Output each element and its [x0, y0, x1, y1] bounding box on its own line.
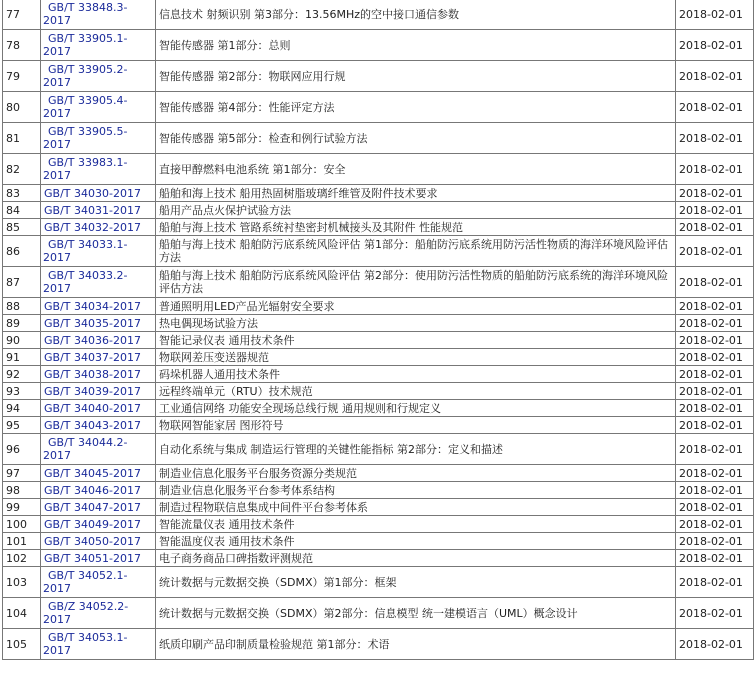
standard-name: 智能传感器 第2部分：物联网应用行规: [156, 61, 676, 92]
row-number: 79: [3, 61, 41, 92]
standards-table-body: [3, 0, 754, 660]
standard-code-line2: 2017: [43, 582, 71, 595]
standard-name: 码垛机器人通用技术条件: [156, 366, 676, 383]
standard-code-cell: [41, 598, 156, 629]
standard-code-cell: [41, 417, 156, 434]
standard-code-line1: GB/T 33983.1-: [48, 156, 128, 169]
effective-date: 2018-02-01: [676, 567, 754, 598]
standard-code-cell: [41, 499, 156, 516]
effective-date: 2018-02-01: [676, 92, 754, 123]
row-number: 96: [3, 434, 41, 465]
row-number: 77: [3, 0, 41, 30]
standard-code-cell: [41, 567, 156, 598]
standard-code-line1: GB/T 33905.4-: [48, 94, 128, 107]
standard-code-cell: [41, 61, 156, 92]
standard-code-link[interactable]: [43, 32, 152, 58]
effective-date: 2018-02-01: [676, 236, 754, 267]
row-number: 97: [3, 465, 41, 482]
standard-name: 船舶与海上技术 船舶防污底系统风险评估 第2部分：使用防污活性物质的船舶防污底系统的海洋环境风险评估方法: [156, 267, 676, 298]
standard-code-link[interactable]: [43, 238, 152, 264]
row-number: 104: [3, 598, 41, 629]
standard-name: 物联网差压变送器规范: [156, 349, 676, 366]
table-row: [3, 202, 754, 219]
standard-name: 智能传感器 第5部分：检查和例行试验方法: [156, 123, 676, 154]
row-number: 100: [3, 516, 41, 533]
row-number: 93: [3, 383, 41, 400]
standard-name: 信息技术 射频识别 第3部分：13.56MHz的空中接口通信参数: [156, 0, 676, 30]
standard-code-link[interactable]: [43, 125, 152, 151]
row-number: 86: [3, 236, 41, 267]
standard-code-link[interactable]: GB/T 34051-2017: [44, 551, 141, 565]
effective-date: 2018-02-01: [676, 434, 754, 465]
standard-code-cell: [41, 154, 156, 185]
table-row: [3, 154, 754, 185]
table-row: [3, 383, 754, 400]
standard-code-link[interactable]: GB/T 34046-2017: [44, 483, 141, 497]
standard-code-line2: 2017: [43, 282, 71, 295]
standard-code-line2: 2017: [43, 613, 71, 626]
standard-code-line2: 2017: [43, 76, 71, 89]
effective-date: 2018-02-01: [676, 267, 754, 298]
standard-code-link[interactable]: GB/T 34043-2017: [44, 418, 141, 432]
standard-code-cell: [41, 0, 156, 30]
row-number: 98: [3, 482, 41, 499]
standard-name: 统计数据与元数据交换（SDMX）第1部分：框架: [156, 567, 676, 598]
standard-code-link[interactable]: [43, 631, 152, 657]
standard-code-cell: [41, 465, 156, 482]
effective-date: 2018-02-01: [676, 219, 754, 236]
standard-code-link[interactable]: GB/T 34034-2017: [44, 299, 141, 313]
standard-code-cell: [41, 298, 156, 315]
effective-date: 2018-02-01: [676, 383, 754, 400]
standard-name: 智能温度仪表 通用技术条件: [156, 533, 676, 550]
table-row: [3, 332, 754, 349]
standard-code-link[interactable]: [43, 600, 152, 626]
standard-code-line1: GB/T 33905.2-: [48, 63, 128, 76]
standard-name: 热电偶现场试验方法: [156, 315, 676, 332]
standard-name: 智能记录仪表 通用技术条件: [156, 332, 676, 349]
row-number: 91: [3, 349, 41, 366]
standard-code-line2: 2017: [43, 644, 71, 657]
standard-code-cell: [41, 482, 156, 499]
effective-date: 2018-02-01: [676, 482, 754, 499]
effective-date: 2018-02-01: [676, 533, 754, 550]
effective-date: 2018-02-01: [676, 349, 754, 366]
table-row: [3, 400, 754, 417]
row-number: 105: [3, 629, 41, 660]
standard-name: 船舶与海上技术 船舶防污底系统风险评估 第1部分：船舶防污底系统用防污活性物质的海洋环境风险评估方法: [156, 236, 676, 267]
standard-code-cell: [41, 533, 156, 550]
effective-date: 2018-02-01: [676, 598, 754, 629]
standard-code-link[interactable]: GB/T 34050-2017: [44, 534, 141, 548]
standard-code-link[interactable]: GB/T 34035-2017: [44, 316, 141, 330]
standard-code-line2: 2017: [43, 251, 71, 264]
effective-date: 2018-02-01: [676, 516, 754, 533]
effective-date: 2018-02-01: [676, 332, 754, 349]
table-row: [3, 482, 754, 499]
standard-code-link[interactable]: GB/T 34036-2017: [44, 333, 141, 347]
standard-code-cell: [41, 202, 156, 219]
standard-code-line1: GB/T 34044.2-: [48, 436, 128, 449]
standard-code-cell: [41, 629, 156, 660]
row-number: 85: [3, 219, 41, 236]
standard-code-link[interactable]: [43, 269, 152, 295]
standard-code-cell: [41, 185, 156, 202]
table-row: [3, 61, 754, 92]
row-number: 87: [3, 267, 41, 298]
standard-code-cell: [41, 516, 156, 533]
row-number: 103: [3, 567, 41, 598]
effective-date: 2018-02-01: [676, 366, 754, 383]
standard-code-cell: [41, 92, 156, 123]
table-row: [3, 92, 754, 123]
table-row: [3, 219, 754, 236]
standard-name: 制造业信息化服务平台服务资源分类规范: [156, 465, 676, 482]
standard-name: 智能流量仪表 通用技术条件: [156, 516, 676, 533]
table-row: [3, 315, 754, 332]
standard-code-cell: [41, 550, 156, 567]
standard-name: 远程终端单元（RTU）技术规范: [156, 383, 676, 400]
standard-code-link[interactable]: GB/T 34045-2017: [44, 466, 141, 480]
standard-name: 制造业信息化服务平台参考体系结构: [156, 482, 676, 499]
table-row: [3, 499, 754, 516]
standard-code-link[interactable]: [43, 94, 152, 120]
standard-code-line2: 2017: [43, 107, 71, 120]
standard-name: 直接甲醇燃料电池系统 第1部分：安全: [156, 154, 676, 185]
standard-name: 自动化系统与集成 制造运行管理的关键性能指标 第2部分：定义和描述: [156, 434, 676, 465]
effective-date: 2018-02-01: [676, 629, 754, 660]
row-number: 89: [3, 315, 41, 332]
effective-date: 2018-02-01: [676, 400, 754, 417]
standard-code-cell: [41, 434, 156, 465]
table-row: [3, 516, 754, 533]
standard-code-link[interactable]: [43, 1, 152, 27]
standard-code-line1: GB/T 33905.1-: [48, 32, 128, 45]
table-row: [3, 298, 754, 315]
standard-code-cell: [41, 219, 156, 236]
standard-code-line1: GB/T 34033.2-: [48, 269, 128, 282]
standard-code-line2: 2017: [43, 138, 71, 151]
row-number: 102: [3, 550, 41, 567]
standard-code-cell: [41, 383, 156, 400]
row-number: 84: [3, 202, 41, 219]
row-number: 101: [3, 533, 41, 550]
standard-code-link[interactable]: GB/T 34030-2017: [44, 186, 141, 200]
standard-code-line2: 2017: [43, 169, 71, 182]
row-number: 80: [3, 92, 41, 123]
effective-date: 2018-02-01: [676, 123, 754, 154]
effective-date: 2018-02-01: [676, 202, 754, 219]
table-row: [3, 598, 754, 629]
table-row: [3, 434, 754, 465]
standard-code-link[interactable]: [43, 569, 152, 595]
table-row: [3, 236, 754, 267]
standard-name: 电子商务商品口碑指数评测规范: [156, 550, 676, 567]
effective-date: 2018-02-01: [676, 61, 754, 92]
standard-code-link[interactable]: GB/T 34040-2017: [44, 401, 141, 415]
standard-name: 船舶和海上技术 船用热固树脂玻璃纤维管及附件技术要求: [156, 185, 676, 202]
effective-date: 2018-02-01: [676, 185, 754, 202]
standard-name: 智能传感器 第4部分：性能评定方法: [156, 92, 676, 123]
standard-code-link[interactable]: GB/T 34031-2017: [44, 203, 141, 217]
standard-code-line1: GB/T 33848.3-: [48, 1, 128, 14]
row-number: 82: [3, 154, 41, 185]
row-number: 94: [3, 400, 41, 417]
standard-code-link[interactable]: GB/T 34039-2017: [44, 384, 141, 398]
standard-code-link[interactable]: [43, 156, 152, 182]
standard-name: 工业通信网络 功能安全现场总线行规 通用规则和行规定义: [156, 400, 676, 417]
standard-name: 船舶与海上技术 管路系统衬垫密封机械接头及其附件 性能规范: [156, 219, 676, 236]
table-row: [3, 185, 754, 202]
effective-date: 2018-02-01: [676, 550, 754, 567]
standard-code-line1: GB/T 33905.5-: [48, 125, 128, 138]
standard-code-cell: [41, 400, 156, 417]
row-number: 92: [3, 366, 41, 383]
standard-code-cell: [41, 30, 156, 61]
effective-date: 2018-02-01: [676, 315, 754, 332]
effective-date: 2018-02-01: [676, 465, 754, 482]
table-row: [3, 567, 754, 598]
table-row: [3, 629, 754, 660]
standard-code-line1: GB/Z 34052.2-: [48, 600, 129, 613]
standard-name: 统计数据与元数据交换（SDMX）第2部分：信息模型 统一建模语言（UML）概念设计: [156, 598, 676, 629]
table-row: [3, 550, 754, 567]
standard-code-cell: [41, 267, 156, 298]
standard-code-line2: 2017: [43, 14, 71, 27]
standard-code-cell: [41, 366, 156, 383]
standard-code-cell: [41, 236, 156, 267]
standard-code-link[interactable]: [43, 436, 152, 462]
standard-code-link[interactable]: GB/T 34038-2017: [44, 367, 141, 381]
row-number: 81: [3, 123, 41, 154]
standard-name: 智能传感器 第1部分：总则: [156, 30, 676, 61]
standard-code-link[interactable]: [43, 63, 152, 89]
standard-name: 普通照明用LED产品光辐射安全要求: [156, 298, 676, 315]
standard-code-line2: 2017: [43, 45, 71, 58]
table-row: [3, 349, 754, 366]
effective-date: 2018-02-01: [676, 417, 754, 434]
table-row: [3, 465, 754, 482]
table-row: [3, 30, 754, 61]
row-number: 88: [3, 298, 41, 315]
standard-code-cell: [41, 349, 156, 366]
row-number: 90: [3, 332, 41, 349]
standard-name: 船用产品点火保护试验方法: [156, 202, 676, 219]
table-row: [3, 366, 754, 383]
effective-date: 2018-02-01: [676, 154, 754, 185]
table-row: [3, 417, 754, 434]
table-row: [3, 123, 754, 154]
effective-date: 2018-02-01: [676, 298, 754, 315]
row-number: 83: [3, 185, 41, 202]
table-row: [3, 267, 754, 298]
standard-code-link[interactable]: GB/T 34032-2017: [44, 220, 141, 234]
table-row: [3, 0, 754, 30]
standard-code-cell: [41, 315, 156, 332]
standard-code-line2: 2017: [43, 449, 71, 462]
effective-date: 2018-02-01: [676, 30, 754, 61]
standard-name: 制造过程物联信息集成中间件平台参考体系: [156, 499, 676, 516]
effective-date: 2018-02-01: [676, 499, 754, 516]
standard-code-link[interactable]: GB/T 34037-2017: [44, 350, 141, 364]
row-number: 99: [3, 499, 41, 516]
standard-code-line1: GB/T 34033.1-: [48, 238, 128, 251]
standard-name: 纸质印刷产品印制质量检验规范 第1部分：术语: [156, 629, 676, 660]
row-number: 95: [3, 417, 41, 434]
standard-code-line1: GB/T 34052.1-: [48, 569, 128, 582]
standard-name: 物联网智能家居 图形符号: [156, 417, 676, 434]
standard-code-link[interactable]: GB/T 34047-2017: [44, 500, 141, 514]
standard-code-link[interactable]: GB/T 34049-2017: [44, 517, 141, 531]
standard-code-cell: [41, 123, 156, 154]
row-number: 78: [3, 30, 41, 61]
standard-code-cell: [41, 332, 156, 349]
standard-code-line1: GB/T 34053.1-: [48, 631, 128, 644]
standards-table: [2, 0, 754, 660]
effective-date: 2018-02-01: [676, 0, 754, 30]
table-row: [3, 533, 754, 550]
